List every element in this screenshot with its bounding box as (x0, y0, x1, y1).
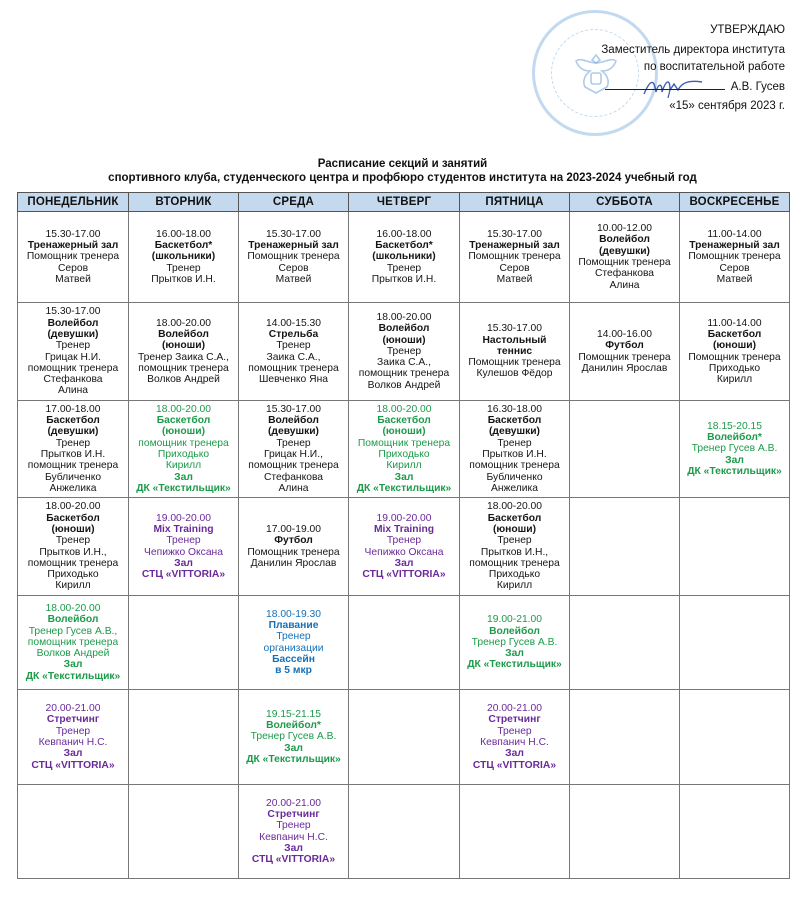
schedule-row (18, 596, 790, 690)
session-detail: Серов (499, 262, 530, 274)
approval-signatory: А.В. Гусев (730, 80, 785, 93)
schedule-row (18, 303, 790, 401)
session-detail: Шевченко Яна (258, 374, 328, 386)
session-time: 10.00-12.00 (597, 223, 652, 235)
session-detail: Приходько (47, 569, 99, 581)
session-time: 20.00-21.00 (487, 703, 542, 715)
approval-date: «15» сентября 2023 г. (669, 100, 785, 113)
session-detail: Алина (609, 279, 640, 291)
session-title: Зал (174, 557, 193, 569)
session-time: 15.30-17.00 (45, 228, 101, 240)
session-detail: помощник тренера (27, 557, 119, 569)
session-detail: помощник тренера (469, 557, 560, 569)
session-title: Баскетбол (487, 512, 542, 524)
schedule-cell (349, 212, 460, 303)
schedule-body (18, 212, 790, 879)
session-detail: Анжелика (490, 482, 539, 494)
schedule-cell (129, 690, 239, 785)
schedule-cell (349, 596, 460, 690)
schedule-cell (570, 785, 680, 879)
session-detail: Тренер (497, 437, 532, 449)
session-detail: Тренер Гусев А.В. (471, 636, 558, 648)
session-time: 20.00-21.00 (45, 703, 101, 715)
session-title: Волейбол (268, 415, 319, 427)
session-detail: Матвей (496, 273, 533, 285)
session-detail: Приходько (708, 362, 761, 374)
session-title: Тренажерный зал (248, 240, 339, 252)
session-detail: Стефанкова (263, 471, 324, 483)
session-detail: Бубличенко (486, 471, 543, 483)
session-title: Волейбол (489, 625, 540, 637)
session-detail: Анжелика (49, 482, 97, 494)
schedule-cell (680, 303, 790, 401)
schedule-cell (680, 212, 790, 303)
session-time: 17.00-18.00 (45, 403, 101, 415)
session-detail: Заика С.А., (377, 357, 431, 369)
schedule-cell (460, 303, 570, 401)
session-time: 18.15-20.15 (707, 420, 762, 432)
session-detail: Алина (278, 482, 309, 494)
schedule-cell (680, 498, 790, 596)
session-detail: Тренер (55, 437, 91, 449)
session-detail: Тренер Заика С.А., (137, 351, 230, 363)
session-title: (девушки) (599, 245, 650, 257)
document-title: Расписание секций и занятий (317, 158, 488, 170)
session-title: Настольный (482, 334, 547, 346)
session-title: Тренажерный зал (689, 240, 780, 252)
session-detail: помощник тренера (248, 460, 339, 472)
session-title: Плавание (268, 619, 319, 631)
schedule-cell (129, 303, 239, 401)
session-title: Баскетбол (377, 415, 431, 427)
session-detail: Чепижко Оксана (144, 546, 223, 558)
session-title: ДК «Текстильщик» (687, 465, 782, 477)
session-detail: Тренер (497, 725, 532, 737)
session-time: 18.00-20.00 (376, 403, 432, 415)
session-detail: Кирилл (165, 460, 202, 472)
session-title: (школьники) (372, 251, 436, 263)
session-detail: Тренер Гусев А.В. (691, 443, 778, 455)
schedule-cell (18, 690, 129, 785)
session-detail: Грицак Н.И., (264, 449, 323, 460)
schedule-cell (460, 785, 570, 879)
session-detail: Помощник тренера (688, 251, 781, 263)
session-title: Волейбол* (266, 720, 321, 732)
schedule-cell (460, 690, 570, 785)
schedule-cell (239, 690, 349, 785)
session-time: 16.00-18.00 (156, 228, 211, 240)
session-detail: Помощник тренера (468, 357, 561, 369)
session-detail: помощник тренера (138, 362, 229, 374)
session-title: (девушки) (268, 426, 319, 438)
session-title: Зал (174, 471, 193, 483)
session-time: 14.00-15.30 (266, 317, 321, 329)
session-detail: Матвей (275, 273, 312, 285)
session-detail: Помощник тренера (26, 251, 120, 263)
session-detail: Тренер Гусев А.В. (250, 731, 337, 743)
session-title: ДК «Текстильщик» (356, 482, 452, 494)
session-detail: Тренер (386, 262, 422, 274)
schedule-cell (460, 498, 570, 596)
session-detail: Помощник тренера (247, 251, 340, 263)
schedule-cell (239, 596, 349, 690)
session-detail: Стефанкова (594, 268, 655, 280)
session-detail: Тренер (55, 535, 91, 547)
session-title: ДК «Текстильщик» (136, 482, 231, 494)
session-detail: помощник тренера (138, 437, 229, 449)
session-time: 11.00-14.00 (707, 228, 762, 240)
session-time: 18.00-20.00 (156, 317, 211, 329)
session-detail: Стефанкова (43, 374, 103, 386)
session-detail: Прытков И.Н., (39, 546, 107, 558)
session-detail: Тренер (276, 631, 311, 643)
session-detail: Приходько (157, 449, 210, 460)
session-title: Тренажерный зал (27, 240, 119, 252)
session-detail: Волков Андрей (36, 648, 110, 660)
session-detail: Кирилл (55, 580, 91, 592)
schedule-cell (239, 303, 349, 401)
day-header: ПОНЕДЕЛЬНИК (18, 193, 129, 212)
session-title: (юноши) (382, 334, 426, 346)
session-detail: Помощник тренера (688, 351, 781, 363)
schedule-cell (349, 401, 460, 498)
schedule-row (18, 690, 790, 785)
schedule-cell (570, 596, 680, 690)
schedule-cell (680, 596, 790, 690)
session-detail: Тренер (166, 262, 201, 274)
session-detail: Прытков И.Н. (151, 273, 216, 285)
session-time: 19.15-21.15 (266, 708, 321, 720)
session-time: 18.00-20.00 (487, 501, 542, 513)
schedule-cell (18, 596, 129, 690)
session-detail: Матвей (716, 273, 753, 285)
session-detail: Тренер (276, 340, 311, 352)
session-title: Волейбол (378, 323, 430, 335)
schedule-cell (129, 498, 239, 596)
schedule-table (17, 192, 790, 879)
schedule-cell (239, 498, 349, 596)
session-detail: Серов (719, 262, 750, 274)
approval-position-line1: Заместитель директора института (601, 43, 785, 56)
session-title: Баскетбол (156, 415, 211, 427)
signature-underline (605, 77, 725, 90)
session-time: 18.00-20.00 (376, 311, 432, 323)
session-title: Баскетбол (707, 328, 762, 340)
session-detail: Кирилл (386, 460, 422, 472)
session-title: (юноши) (492, 523, 537, 535)
session-title: Баскетбол (46, 512, 100, 524)
session-title: Тренажерный зал (469, 240, 560, 252)
session-detail: Тренер (276, 437, 311, 449)
schedule-cell (349, 785, 460, 879)
session-detail: Помощник тренера (468, 251, 561, 263)
schedule-cell (129, 596, 239, 690)
session-detail: Кирилл (716, 374, 753, 386)
session-detail: Помощник тренера (247, 546, 340, 558)
session-time: 19.00-20.00 (376, 512, 432, 524)
schedule-cell (18, 785, 129, 879)
session-time: 18.00-19.30 (266, 608, 321, 620)
session-title: (юноши) (51, 523, 95, 535)
schedule-row (18, 498, 790, 596)
session-title: (школьники) (151, 251, 216, 263)
schedule-cell (239, 401, 349, 498)
session-title: ДК «Текстильщик» (467, 659, 562, 671)
day-header: ПЯТНИЦА (460, 193, 570, 212)
session-title: (юноши) (161, 340, 206, 352)
session-detail: Помощник тренера (578, 257, 671, 268)
session-title: Волейбол (47, 317, 99, 329)
session-detail: Прытков И.Н., (480, 546, 549, 558)
session-title: Волейбол* (707, 432, 762, 444)
approval-position-line2: по воспитательной работе (643, 61, 785, 74)
session-detail: Прытков И.Н. (482, 449, 547, 460)
schedule-cell (349, 690, 460, 785)
schedule-cell (239, 785, 349, 879)
session-detail: Данилин Ярослав (581, 362, 668, 374)
session-detail: Помощник тренера (357, 437, 451, 449)
session-detail: Тренер (55, 725, 91, 737)
session-detail: организации (263, 642, 324, 654)
session-time: 19.00-21.00 (487, 614, 542, 626)
schedule-cell (18, 498, 129, 596)
session-time: 14.00-16.00 (597, 328, 652, 340)
session-title: Зал (63, 659, 83, 671)
session-title: в 5 мкр (275, 665, 312, 677)
session-detail: помощник тренера (248, 362, 339, 374)
session-title: Волейбол (47, 614, 99, 626)
session-title: Волейбол (158, 328, 209, 340)
schedule-cell (460, 596, 570, 690)
schedule-row (18, 212, 790, 303)
session-detail: Кулешов Фёдор (476, 368, 553, 380)
session-title: Бассейн (272, 653, 315, 665)
session-title: Баскетбол (487, 415, 542, 427)
session-title: Mix Training (373, 523, 435, 535)
session-detail: Алина (57, 385, 89, 397)
session-detail: Заика С.А., (266, 351, 321, 363)
schedule-cell (460, 212, 570, 303)
schedule-cell (18, 401, 129, 498)
session-detail: Приходько (378, 449, 430, 460)
schedule-cell (680, 690, 790, 785)
session-title: Футбол (274, 535, 313, 547)
session-time: 15.30-17.00 (45, 306, 101, 318)
session-detail: Кирилл (496, 580, 533, 592)
day-header: ЧЕТВЕРГ (349, 193, 460, 212)
session-detail: Данилин Ярослав (250, 557, 337, 569)
session-detail: Серов (57, 262, 89, 274)
session-title: СТЦ «VITTORIA» (472, 759, 557, 771)
session-detail: Приходько (488, 569, 541, 581)
session-detail: Волков Андрей (147, 374, 220, 386)
schedule-cell (570, 212, 680, 303)
schedule-cell (570, 498, 680, 596)
session-time: 19.00-20.00 (156, 512, 211, 524)
session-time: 15.30-17.00 (487, 228, 542, 240)
session-title: Зал (63, 748, 83, 760)
session-detail: помощник тренера (27, 636, 119, 648)
session-detail: помощник тренера (469, 460, 560, 472)
document-subtitle: спортивного клуба, студенческого центра и профбюро студентов института на 2023-2024 учебный год (108, 172, 697, 184)
session-time: 18.00-20.00 (45, 602, 101, 614)
session-time: 15.30-17.00 (487, 323, 542, 335)
session-title: Зал (284, 842, 303, 854)
session-title: Баскетбол* (154, 240, 213, 252)
session-title: Стрельба (268, 328, 319, 340)
session-title: Зал (505, 648, 524, 660)
schedule-cell (349, 498, 460, 596)
day-header: ВТОРНИК (129, 193, 239, 212)
day-header: СУББОТА (570, 193, 680, 212)
schedule-cell (129, 212, 239, 303)
session-title: Зал (725, 454, 744, 466)
schedule-row (18, 401, 790, 498)
approval-heading: УТВЕРЖДАЮ (710, 24, 785, 36)
schedule-cell (129, 401, 239, 498)
session-time: 18.00-20.00 (45, 501, 101, 513)
session-title: Баскетбол (46, 415, 100, 427)
session-title: Зал (284, 742, 303, 754)
session-title: (юноши) (712, 340, 757, 352)
session-detail: помощник тренера (27, 362, 119, 374)
session-detail: Бубличенко (44, 471, 102, 483)
session-title: Волейбол (599, 234, 650, 246)
session-time: 15.30-17.00 (266, 403, 321, 415)
session-title: Зал (505, 748, 524, 760)
session-title: (девушки) (489, 426, 540, 438)
session-title: Зал (394, 471, 414, 483)
schedule-header-row (18, 193, 790, 212)
session-title: Зал (394, 557, 414, 569)
session-title: СТЦ «VITTORIA» (251, 854, 336, 866)
session-title: Стретчинг (488, 714, 541, 726)
session-detail: Кевпанич Н.С. (38, 737, 108, 748)
schedule-cell (460, 401, 570, 498)
session-detail: Тренер (497, 535, 532, 547)
schedule-cell (680, 401, 790, 498)
session-detail: Тренер (386, 535, 422, 547)
session-title: (юноши) (382, 426, 426, 438)
schedule-cell (570, 401, 680, 498)
session-detail: Грицак Н.И. (44, 351, 102, 363)
session-detail: Тренер (276, 820, 311, 832)
session-time: 17.00-19.00 (266, 523, 321, 535)
session-title: (юноши) (161, 426, 206, 438)
session-time: 11.00-14.00 (707, 317, 762, 329)
schedule-cell (18, 212, 129, 303)
schedule-cell (239, 212, 349, 303)
session-time: 15.30-17.00 (266, 228, 321, 240)
session-title: (девушки) (47, 426, 99, 438)
session-title: Футбол (605, 340, 644, 352)
session-detail: Помощник тренера (578, 351, 671, 363)
schedule-cell (129, 785, 239, 879)
session-time: 20.00-21.00 (266, 797, 321, 809)
schedule-cell (18, 303, 129, 401)
schedule-cell (349, 303, 460, 401)
schedule-row (18, 785, 790, 879)
session-title: ДК «Текстильщик» (246, 753, 341, 765)
session-detail: Тренер Гусев А.В., (28, 625, 118, 637)
session-title: СТЦ «VITTORIA» (362, 569, 446, 581)
schedule-cell (570, 303, 680, 401)
schedule-cell (680, 785, 790, 879)
session-time: 18.00-20.00 (156, 403, 211, 415)
session-title: СТЦ «VITTORIA» (141, 569, 226, 581)
session-title: Mix Training (153, 523, 214, 535)
session-time: 16.30-18.00 (487, 403, 542, 415)
session-detail: Чепижко Оксана (364, 546, 444, 558)
day-header: ВОСКРЕСЕНЬЕ (680, 193, 790, 212)
day-header: СРЕДА (239, 193, 349, 212)
session-detail: Волков Андрей (367, 379, 441, 391)
session-title: (девушки) (47, 328, 99, 340)
schedule-cell (570, 690, 680, 785)
session-detail: Тренер (55, 340, 91, 352)
session-title: Баскетбол* (375, 240, 433, 252)
session-detail: помощник тренера (27, 460, 119, 472)
approval-block (525, 22, 785, 116)
session-detail: Прытков И.Н. (371, 273, 437, 285)
session-detail: Прытков И.Н. (40, 449, 106, 460)
session-title: теннис (496, 345, 533, 357)
session-detail: Тренер (166, 535, 201, 547)
approval-signature-line (525, 77, 785, 97)
session-title: Стретчинг (267, 808, 320, 820)
session-title: ДК «Текстильщик» (25, 670, 121, 682)
session-detail: Кевпанич Н.С. (480, 737, 549, 748)
session-detail: Тренер (386, 345, 422, 357)
session-time: 16.00-18.00 (376, 228, 432, 240)
session-title: Стретчинг (46, 714, 100, 726)
session-title: СТЦ «VITTORIA» (31, 759, 115, 771)
session-detail: Серов (278, 262, 309, 274)
session-detail: Матвей (55, 273, 91, 285)
session-detail: Кевпанич Н.С. (259, 831, 328, 843)
session-detail: помощник тренера (358, 368, 450, 380)
